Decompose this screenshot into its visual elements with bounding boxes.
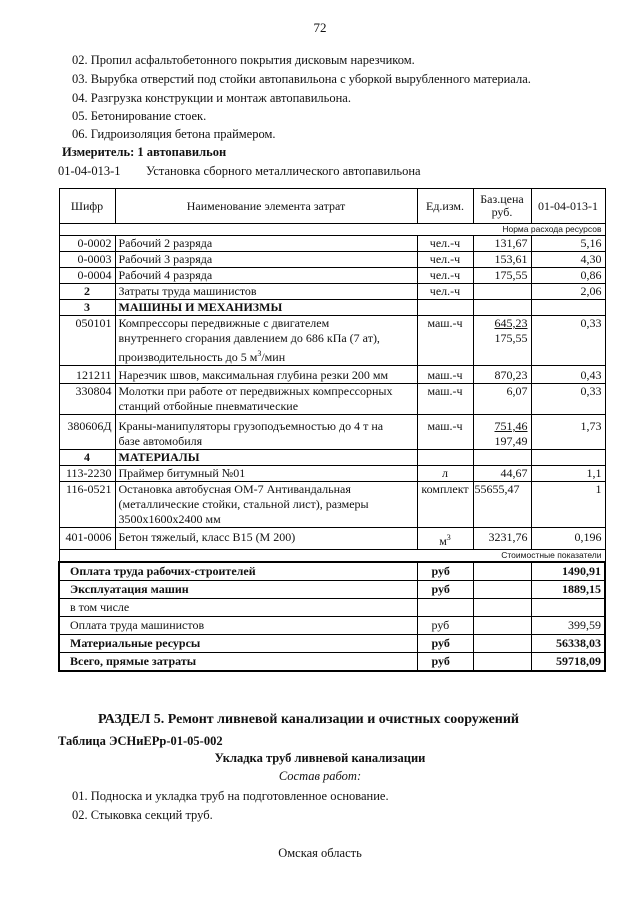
row-norm: 0,43 xyxy=(531,366,605,384)
work-item: 01. Подноска и укладка труб на подготовленное основание. xyxy=(72,789,389,803)
table-row xyxy=(59,366,605,384)
header-norm: 01-04-013-1 xyxy=(531,189,605,224)
total-label: Всего, прямые затраты xyxy=(59,653,417,672)
total-value: 1889,15 xyxy=(531,581,605,599)
table-row xyxy=(59,252,605,268)
row-code: 2 xyxy=(59,284,115,300)
table-subheader xyxy=(59,550,605,563)
section-title: МАТЕРИАЛЫ xyxy=(115,450,417,466)
row-name: Бетон тяжелый, класс В15 (М 200) xyxy=(115,528,417,550)
table-header xyxy=(59,189,605,224)
page-number: 72 xyxy=(313,20,327,35)
row-norm: 5,16 xyxy=(531,236,605,252)
row-name: Рабочий 4 разряда xyxy=(115,268,417,284)
row-unit: л xyxy=(417,466,473,482)
work-item: 02. Пропил асфальтобетонного покрытия дисковым нарезчиком. xyxy=(72,53,415,67)
header-unit: Ед.изм. xyxy=(417,189,473,224)
row-code: 0-0002 xyxy=(59,236,115,252)
row-code: 121211 xyxy=(59,366,115,384)
row-unit: $м^3$ xyxy=(417,528,473,550)
row-code: 330804 xyxy=(59,384,115,415)
total-label: Материальные ресурсы xyxy=(59,635,417,653)
row-name: Рабочий 2 разряда xyxy=(115,236,417,252)
row-price xyxy=(473,284,531,300)
row-price: 55655,47 xyxy=(473,482,531,528)
norm-title: Установка сборного металлического автопавильона xyxy=(146,164,421,178)
total-row xyxy=(59,599,605,617)
table-row xyxy=(59,384,605,415)
total-value: 56338,03 xyxy=(531,635,605,653)
norm-code: 01-04-013-1 xyxy=(58,164,121,178)
table-row xyxy=(59,482,605,528)
section-code: 4 xyxy=(59,450,115,466)
row-code: 116-0521 xyxy=(59,482,115,528)
row-price: 131,67 xyxy=(473,236,531,252)
section-row xyxy=(59,450,605,466)
row-unit: маш.-ч xyxy=(417,384,473,415)
row-norm: 0,33 xyxy=(531,384,605,415)
table-row xyxy=(59,236,605,252)
row-price: 6,07 xyxy=(473,384,531,415)
total-unit: руб xyxy=(417,581,473,599)
footer-region: Омская область xyxy=(278,846,362,860)
work-item: 05. Бетонирование стоек. xyxy=(72,109,207,123)
table-row xyxy=(59,466,605,482)
total-row xyxy=(59,581,605,599)
row-name xyxy=(115,316,417,366)
row-name: Затраты труда машинистов xyxy=(115,284,417,300)
table-reference: Таблица ЭСНиЕРр-01-05-002 xyxy=(58,734,223,748)
row-unit: чел.-ч xyxy=(417,268,473,284)
row-unit: маш.-ч xyxy=(417,316,473,366)
row-price: 751,46 197,49 xyxy=(473,415,531,450)
section-row xyxy=(59,300,605,316)
row-code: 113-2230 xyxy=(59,466,115,482)
row-unit: чел.-ч xyxy=(417,252,473,268)
row-name-line: производительность до 5 $м^3$/мин xyxy=(118,349,286,364)
total-unit: руб xyxy=(417,653,473,672)
total-label: Оплата труда рабочих-строителей xyxy=(59,562,417,581)
total-value: 59718,09 xyxy=(531,653,605,672)
total-unit: руб xyxy=(417,617,473,635)
row-unit: чел.-ч xyxy=(417,284,473,300)
total-unit xyxy=(417,599,473,617)
section-title: МАШИНЫ И МЕХАНИЗМЫ xyxy=(115,300,417,316)
total-label: Оплата труда машинистов xyxy=(59,617,417,635)
row-norm: 1,1 xyxy=(531,466,605,482)
resource-table xyxy=(58,188,606,672)
row-unit: чел.-ч xyxy=(417,236,473,252)
row-norm: 0,196 xyxy=(531,528,605,550)
row-price: 3231,76 xyxy=(473,528,531,550)
table-row xyxy=(59,284,605,300)
row-name: Молотки при работе от передвижных компрессорных станций отбойные пневматические xyxy=(115,384,417,415)
row-unit: маш.-ч xyxy=(417,415,473,450)
table-row xyxy=(59,268,605,284)
row-code: 0-0004 xyxy=(59,268,115,284)
table-subheader xyxy=(59,224,605,236)
total-label: в том числе xyxy=(59,599,417,617)
total-value: 1490,91 xyxy=(531,562,605,581)
row-name: Краны-манипуляторы грузоподъемностью до 4 т на базе автомобиля xyxy=(115,415,417,450)
table-row xyxy=(59,415,605,450)
total-row xyxy=(59,635,605,653)
work-composition-label: Состав работ: xyxy=(278,769,362,783)
row-price: 175,55 xyxy=(473,268,531,284)
total-row xyxy=(59,653,605,672)
row-code: 380606Д xyxy=(59,415,115,450)
total-row xyxy=(59,562,605,581)
row-name-line: внутреннего сгорания давлением до 686 кПа (7 ат), xyxy=(118,331,380,345)
row-norm: 2,06 xyxy=(531,284,605,300)
header-code: Шифр xyxy=(59,189,115,224)
work-item: 03. Вырубка отверстий под стойки автопавильона с уборкой вырубленного материала. xyxy=(72,72,531,86)
work-heading: Укладка труб ливневой канализации xyxy=(214,751,426,765)
work-item: 02. Стыковка секций труб. xyxy=(72,808,213,822)
row-norm: 0,33 xyxy=(531,316,605,366)
section-heading: РАЗДЕЛ 5. Ремонт ливневой канализации и очистных сооружений xyxy=(98,712,519,727)
work-item: 04. Разгрузка конструкции и монтаж автопавильона. xyxy=(72,91,351,105)
row-code: 0-0003 xyxy=(59,252,115,268)
row-code: 401-0006 xyxy=(59,528,115,550)
row-unit: комплект xyxy=(417,482,473,528)
row-name: Праймер битумный №01 xyxy=(115,466,417,482)
total-row xyxy=(59,617,605,635)
cost-indicators-label: Стоимостные показатели xyxy=(59,550,605,563)
row-name-line: Компрессоры передвижные с двигателем xyxy=(118,316,330,330)
row-name: Остановка автобусная ОМ-7 Антивандальная (металлические стойки, стальной лист), размеры 3500х1600х2400 мм xyxy=(115,482,417,528)
work-item: 06. Гидроизоляция бетона праймером. xyxy=(72,127,276,141)
total-unit: руб xyxy=(417,562,473,581)
row-code: 050101 xyxy=(59,316,115,366)
table-row xyxy=(59,528,605,550)
row-norm: 1,73 xyxy=(531,415,605,450)
row-name: Рабочий 3 разряда xyxy=(115,252,417,268)
total-label: Эксплуатация машин xyxy=(59,581,417,599)
section-code: 3 xyxy=(59,300,115,316)
row-unit: маш.-ч xyxy=(417,366,473,384)
row-price: 44,67 xyxy=(473,466,531,482)
header-name: Наименование элемента затрат xyxy=(115,189,417,224)
meter-label: Измеритель: 1 автопавильон xyxy=(62,145,227,159)
row-name: Нарезчик швов, максимальная глубина резки 200 мм xyxy=(115,366,417,384)
resource-norm-label: Норма расхода ресурсов xyxy=(59,224,605,236)
row-norm: 1 xyxy=(531,482,605,528)
total-value: 399,59 xyxy=(531,617,605,635)
header-price: Баз.цена руб. xyxy=(473,189,531,224)
total-value xyxy=(531,599,605,617)
total-unit: руб xyxy=(417,635,473,653)
row-price: 645,23 175,55 xyxy=(473,316,531,366)
table-row xyxy=(59,316,605,366)
row-price: 870,23 xyxy=(473,366,531,384)
row-norm: 0,86 xyxy=(531,268,605,284)
row-norm: 4,30 xyxy=(531,252,605,268)
row-price: 153,61 xyxy=(473,252,531,268)
